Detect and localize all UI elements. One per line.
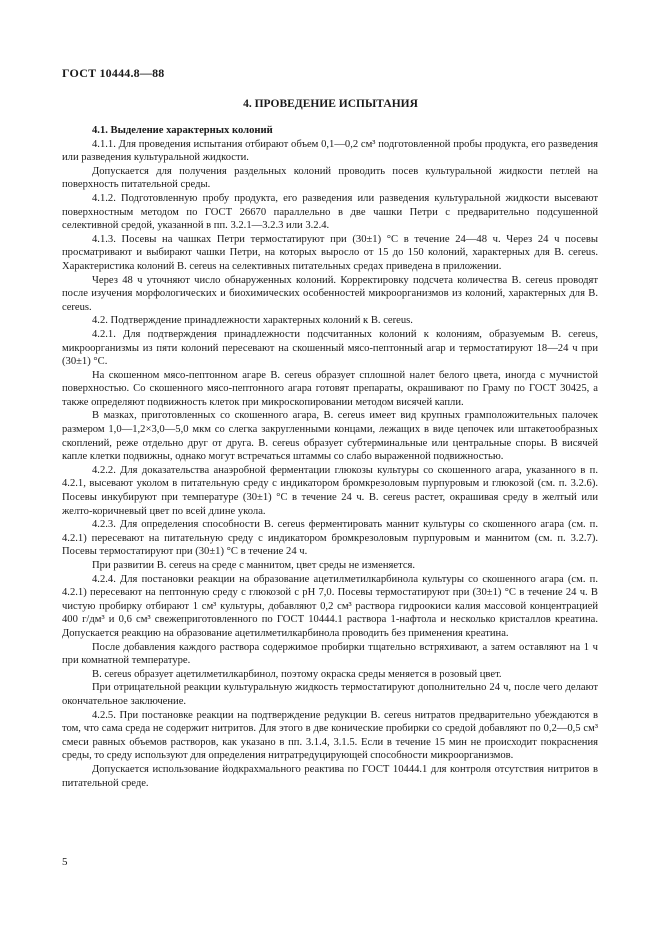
paragraph: В мазках, приготовленных со скошенного агара, B. cereus имеет вид крупных грамположительных палочек размером 1,0—1,2×3,0—5,0 мкм со слегка закругленными концами, лежащих в виде цепочек или штакетообразных скоплений, реже отдельно друг от друга. B. cereus образует субтерминальные или центральные споры. В висячей капле клетки подвижны, однако могут встречаться штаммы со слабо выраженной подвижностью. bbox=[62, 410, 598, 463]
paragraph: При отрицательной реакции культуральную жидкость термостатируют дополнительно 24 ч, после чего делают окончательное заключение. bbox=[62, 682, 598, 707]
paragraph: B. cereus образует ацетилметилкарбинол, поэтому окраска среды меняется в розовый цвет. bbox=[92, 668, 502, 680]
section-title: 4. ПРОВЕДЕНИЕ ИСПЫТАНИЯ bbox=[243, 98, 418, 110]
paragraph: 4.2. Подтверждение принадлежности характерных колоний к B. cereus. bbox=[92, 315, 413, 327]
paragraph: 4.2.3. Для определения способности B. cereus ферментировать маннит культуры со скошенного агара (см. п. 4.2.1) пересевают на питательную среду с индикатором бромкрезоловым пурпуровым и маннитом (см. п. 3.2.7). Посевы термостатируют при (30±1) °С в течение 24 ч. bbox=[62, 519, 598, 558]
paragraph: Допускается для получения раздельных колоний проводить посев культуральной жидкости петлей на поверхность питательной среды. bbox=[62, 165, 598, 191]
paragraph: При развитии B. cereus на среде с маннитом, цвет среды не изменяется. bbox=[92, 560, 416, 571]
page-number: 5 bbox=[62, 856, 68, 868]
paragraph: Допускается использование йодкрахмального реактива по ГОСТ 10444.1 для контроля отсутствия нитритов в питательной среде. bbox=[62, 763, 598, 789]
paragraph: На скошенном мясо-пептонном агаре B. cereus образует сплошной налет белого цвета, иногда с мучнистой поверхностью. Со скошенного мясо-пептонного агара готовят препараты, окрашивают по Граму по ГОСТ 30425, а также определяют подвижность клеток при микроскопировании методом висячей капли. bbox=[62, 369, 598, 408]
paragraph: 4.2.5. При постановке реакции на подтверждение редукции B. cereus нитратов предварительно убеждаются в том, что сама среда не содержит нитритов. Для этого в две конические пробирки со средой добавляют по 0,2—0,5 см³ смеси равных объемов растворов, как указано в пп. 3.1.4, 3.1.5. Если в течение 15 мин не происходит покраснения среды, то среду используют для определения нитратредуцирующей способности микроорганизмов. bbox=[62, 709, 598, 762]
body-text bbox=[62, 124, 598, 790]
paragraph: Через 48 ч уточняют число обнаруженных колоний. Корректировку подсчета количества B. cereus проводят после изучения морфологических и биохимических особенностей микроорганизмов из колоний, характерных для B. cereus. bbox=[62, 274, 598, 313]
paragraph: 4.2.4. Для постановки реакции на образование ацетилметилкарбинола культуры со скошенного агара (см. п. 4.2.1) пересевают на пептонную среду с глюкозой с pH 7,0. Посевы термостатируют при (30±1) °С в течение 24 ч. В чистую пробирку отбирают 1 см³ культуры, добавляют 0,2 см³ раствора гидроокиси калия массовой концентрацией 400 г/дм³ и 0,6 см³ свежеприготовленного по ГОСТ 10444.1 раствора 1-нафтола и несколько кристаллов креатина. Допускается реакцию на образование ацетилметилкарбинола проводить без применения креатина. bbox=[62, 573, 598, 639]
document-code: ГОСТ 10444.8—88 bbox=[62, 66, 165, 80]
paragraph: 4.2.1. Для подтверждения принадлежности подсчитанных колоний к колониям, образуемым B. cereus, микроорганизмы из пяти колоний пересевают на скошенный мясо-пептонный агар и термостатируют 18—24 ч при (30±1) °С. bbox=[62, 328, 598, 368]
subsection-heading: 4.1. Выделение характерных колоний bbox=[92, 125, 273, 136]
paragraph: 4.1.3. Посевы на чашках Петри термостатируют при (30±1) °С в течение 24—48 ч. Через 24 ч посевы просматривают и выбирают чашки Петри, на которых выросло от 15 до 150 колоний, характерных для B. cereus. Характеристика колоний B. cereus на селективных питательных средах приведена в приложении. bbox=[62, 233, 598, 272]
paragraph: 4.1.1. Для проведения испытания отбирают объем 0,1—0,2 см³ подготовленной пробы продукта, его разведения или разведения культуральной жидкости. bbox=[62, 138, 598, 164]
paragraph: 4.1.2. Подготовленную пробу продукта, его разведения или разведения культуральной жидкости высевают поверхностным методом по ГОСТ 26670 параллельно в две чашки Петри с предварительно подсушенной селективной средой, указанной в пп. 3.2.1—3.2.3 или 3.2.4. bbox=[62, 192, 598, 232]
paragraph: 4.2.2. Для доказательства анаэробной ферментации глюкозы культуры со скошенного агара, указанного в п. 4.2.1, высевают уколом в питательную среду с индикатором бромкрезоловым пурпуровым и глюкозой (см. п. 3.2.6). Посевы инкубируют при температуре (30±1) °С в течение 24 ч. B. cereus растет, окрашивая среду в желтый или желто-коричневый цвет по всей длине укола. bbox=[62, 464, 598, 517]
paragraph: После добавления каждого раствора содержимое пробирки тщательно встряхивают, а затем оставляют на 1 ч при комнатной температуре. bbox=[62, 641, 598, 667]
